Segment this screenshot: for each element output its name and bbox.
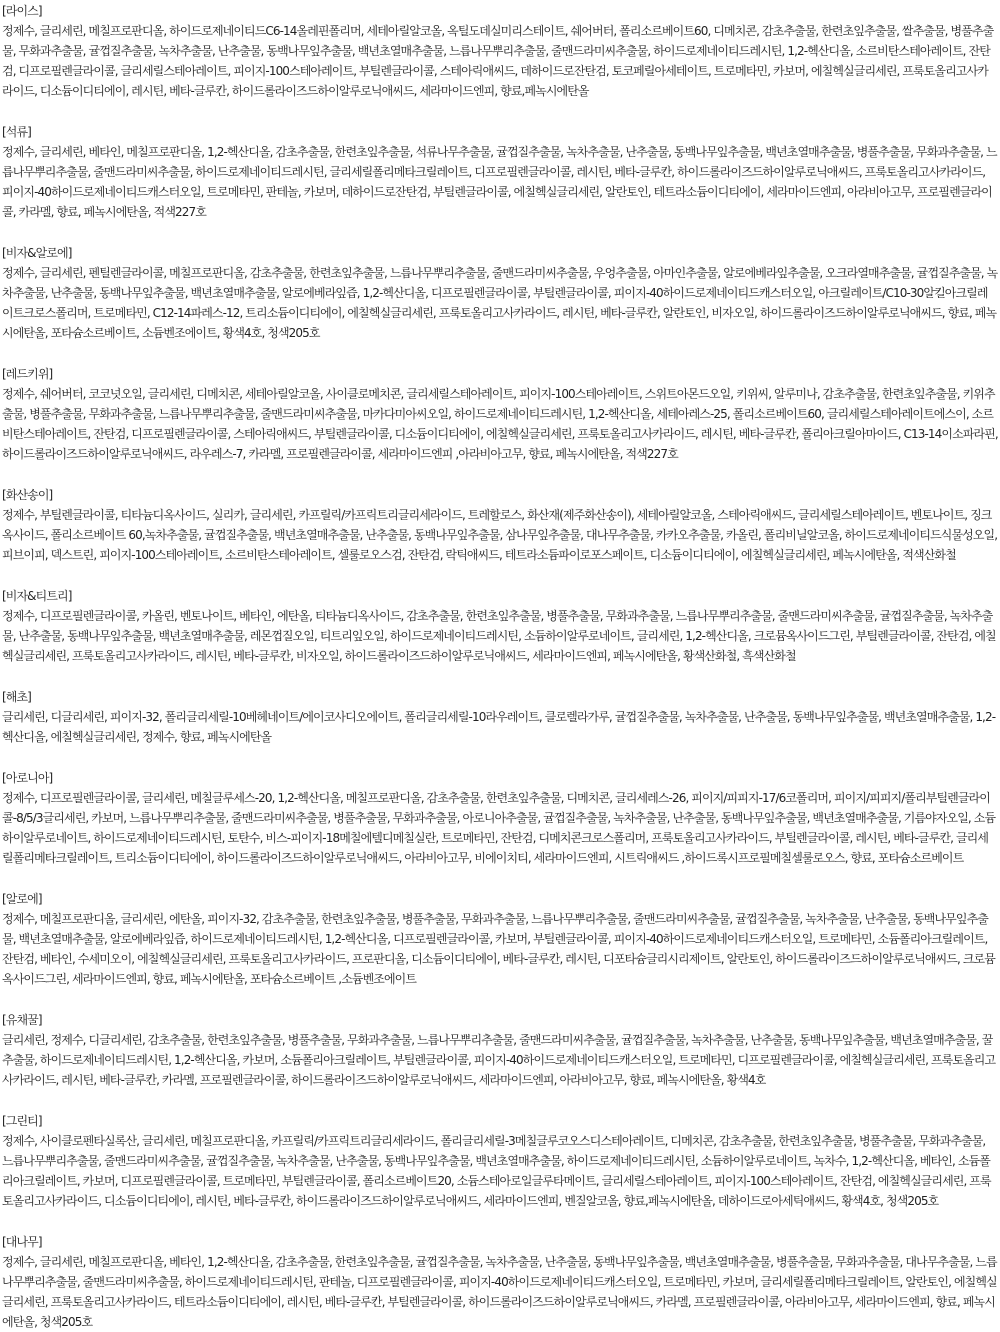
- ingredient-list: 정제수, 글리세린, 펜틸렌글라이콜, 메칠프로판디올, 감초추출물, 한련초잎추출물, 느릅나무뿌리추출물, 줄맨드라미씨추출물, 우엉추출물, 아마인추출물, 알로에베라잎추출물, 오크라열매추출물, 귤껍질추출물, 녹차추출물, 난추출물, 동백나무잎추출물, 백년초열매추출물, 알로에베라잎즙, 1,2-헥산디올, 디프로필렌글라이콜, 부틸렌글라이콜, 피이지-40하이드로제네이티드캐스터오일, 아크릴레이트/C10-30알킬아크릴레이트크로스폴리머, 트로메타민, C12-14파레스-12, 트리소듐이디티에이, 에칠헥실글리세린, 프룩토올리고사카라이드, 레시틴, 베타-글루칸, 알란토인, 비자오일, 하이드롤라이즈드하이알루로닉애씨드, 향료, 페녹시에탄올, 포타슘소르베이트, 소듐벤조에이트, 황색4호, 청색205호: [2, 266, 998, 340]
- section-bija-tea-tree: [2, 586, 998, 666]
- section-pomegranate: [2, 122, 998, 222]
- ingredient-list: 글리세린, 정제수, 디글리세린, 감초추출물, 한련초잎추출물, 병풀추출물, 무화과추출물, 느릅나무뿌리추출물, 줄맨드라미씨추출물, 귤껍질추출물, 녹차추출물, 난추출물, 동백나무잎추출물, 백년초열매추출물, 꿀추출물, 하이드로제네이티드레시틴, 1,2-헥산디올, 카보머, 소듐폴리아크릴레이트, 부틸렌글라이콜, 피이지-40하이드로제네이티드캐스터오일, 트로메타민, 디프로필렌글라이콜, 에칠헥실글리세린, 프룩토올리고사카라이드, 레시틴, 베타-글루칸, 카라멜, 프로필렌글라이콜, 하이드롤라이즈드하이알루로닉애씨드, 세라마이드엔피, 아라비아고무, 향료, 페녹시에탄올, 황색4호: [2, 1033, 996, 1087]
- section-title: [아로니아]: [2, 771, 53, 785]
- section-red-kiwi: [2, 364, 998, 464]
- section-green-tea: [2, 1111, 998, 1211]
- section-title: [석류]: [2, 125, 31, 139]
- section-title: [알로에]: [2, 892, 42, 906]
- section-title: [라이스]: [2, 4, 42, 18]
- section-bamboo: [2, 1232, 998, 1332]
- section-title: [비자&티트리]: [2, 589, 72, 603]
- ingredient-list: 정제수, 글리세린, 베타인, 메칠프로판디올, 1,2-헥산디올, 감초추출물, 한련초잎추출물, 석류나무추출물, 귤껍질추출물, 녹차추출물, 난추출물, 동백나무잎추출물, 백년초열매추출물, 병풀추출물, 무화과추출물, 느릅나무뿌리추출물, 줄맨드라미씨추출물, 하이드로제네이티드레시틴, 글리세릴폴리메타크릴레이트, 디프로필렌글라이콜, 레시틴, 베타-글루칸, 하이드롤라이즈드하이알루로닉애씨드, 프룩토올리고사카라이드, 피이지-40하이드로제네이티드캐스터오일, 트로메타민, 판테놀, 카보머, 데하이드로잔탄검, 부틸렌글라이콜, 에칠헥실글리세린, 알란토인, 테트라소듐이디티에이, 세라마이드엔피, 아라비아고무, 프로필렌글라이콜, 카라멜, 향료, 페녹시에탄올, 적색227호: [2, 145, 997, 219]
- section-seaweed: [2, 687, 998, 747]
- ingredient-list: 정제수, 사이클로펜타실록산, 글리세린, 메칠프로판디올, 카프릴릭/카프릭트리글리세라이드, 폴리글리세릴-3메칠글루코오스디스테아레이트, 디메치콘, 감초추출물, 한련초잎추출물, 병풀추출물, 무화과추출물, 느릅나무뿌리추출물, 줄맨드라미씨추출물, 귤껍질추출물, 녹차추출물, 난추출물, 동백나무잎추출물, 백년초열매추출물, 하이드로제네이티드레시틴, 소듐하이알루로네이트, 녹차수, 1,2-헥산디올, 베타인, 소듐폴리아크릴레이트, 카보머, 디프로필렌글라이콜, 트로메타민, 부틸렌글라이콜, 폴리소르베이트20, 소듐스테아로일글루타메이트, 글리세릴스테아레이트, 피이지-100스테아레이트, 잔탄검, 에칠헥실글리세린, 프룩토올리고사카라이드, 디소듐이디티에이, 레시틴, 베타-글루칸, 하이드롤라이즈드하이알루로닉애씨드, 세라마이드엔피, 벤질알코올, 향료,페녹시에탄올, 데하이드로아세틱애씨드, 황색4호, 청색205호: [2, 1134, 991, 1208]
- ingredient-list: 정제수, 글리세린, 메칠프로판디올, 하이드로제네이티드C6-14올레핀폴리머, 세테아릴알코올, 옥틸도데실미리스테이트, 쉐어버터, 폴리소르베이트60, 디메치콘, 감초추출물, 한련초잎추출물, 쌀추출물, 병풀추출물, 무화과추출물, 귤껍질추출물, 녹차추출물, 난추출물, 동백나무잎추출물, 백년초열매추출물, 느릅나무뿌리추출물, 줄맨드라미씨추출물, 하이드로제네이티드레시틴, 1,2-헥산디올, 소르비탄스테아레이트, 잔탄검, 디프로필렌글라이콜, 글리세릴스테아레이트, 피이지-100스테아레이트, 부틸렌글라이콜, 스테아릭애씨드, 데하이드로잔탄검, 토코페릴아세테이트, 트로메타민, 카보머, 에칠헥실글리세린, 프룩토올리고사카라이드, 디소듐이디티에이, 레시틴, 베타-글루칸, 하이드롤라이즈드하이알루로닉애씨드, 세라마이드엔피, 향료,페녹시에탄올: [2, 24, 994, 98]
- ingredient-list: 정제수, 디프로필렌글라이콜, 카올린, 벤토나이트, 베타인, 에탄올, 티타늄디옥사이드, 감초추출물, 한련초잎추출물, 병풀추출물, 무화과추출물, 느릅나무뿌리추출물, 줄맨드라미씨추출물, 귤껍질추출물, 녹차추출물, 난추출물, 동백나무잎추출물, 백년초열매추출물, 레몬껍질오일, 티트리잎오일, 하이드로제네이티드레시틴, 소듐하이알루로네이트, 글리세린, 1,2-헥산디올, 크로뮴옥사이드그린, 부틸렌글라이콜, 잔탄검, 에칠헥실글리세린, 프룩토올리고사카라이드, 레시틴, 베타-글루칸, 비자오일, 하이드롤라이즈드하이알루로닉애씨드, 세라마이드엔피, 페녹시에탄올, 황색산화철, 흑색산화철: [2, 609, 996, 663]
- section-volcanic-scoria: [2, 485, 998, 565]
- section-title: [그린티]: [2, 1114, 42, 1128]
- section-aloe: [2, 889, 998, 989]
- section-title: [레드키위]: [2, 367, 53, 381]
- section-title: [화산송이]: [2, 488, 53, 502]
- ingredient-list: 정제수, 디프로필렌글라이콜, 글리세린, 메칠글루세스-20, 1,2-헥산디올, 메칠프로판디올, 감초추출물, 한련초잎추출물, 디메치콘, 글리세레스-26, 피이지/피피지-17/6코폴리머, 피이지/피피지/폴리부틸렌글라이콜-8/5/3글리세린, 카보머, 느릅나무뿌리추출물, 줄맨드라미씨추출물, 병풀추출물, 무화과추출물, 아로니아추출물, 귤껍질추출물, 녹차추출물, 난추출물, 동백나무잎추출물, 백년초열매추출물, 기름야자오일, 소듐하이알루로네이트, 하이드로제네이티드레시틴, 토탄수, 비스-피이지-18메칠에텔디메칠실란, 트로메타민, 잔탄검, 디메치콘크로스폴리머, 프룩토올리고사카라이드, 부틸렌글라이콜, 레시틴, 베타-글루칸, 글리세릴폴리메타크릴레이트, 트리소듐이디티에이, 하이드롤라이즈드하이알루로닉애씨드, 아라비아고무, 비에이치티, 세라마이드엔피, 시트릭애씨드 ,하이드록시프로필메칠셀룰로오스, 향료, 포타슘소르베이트: [2, 791, 996, 865]
- section-title: [해초]: [2, 690, 31, 704]
- section-canola-honey: [2, 1010, 998, 1090]
- ingredient-list: 정제수, 메칠프로판디올, 글리세린, 에탄올, 피이지-32, 감초추출물, 한련초잎추출물, 병풀추출물, 무화과추출물, 느릅나무뿌리추출물, 줄맨드라미씨추출물, 귤껍질추출물, 녹차추출물, 난추출물, 동백나무잎추출물, 백년초열매추출물, 알로에베라잎즙, 하이드로제네이티드레시틴, 1,2-헥산디올, 디프로필렌글라이콜, 카보머, 부틸렌글라이콜, 피이지-40하이드로제네이티드캐스터오일, 트로메타민, 소듐폴리아크릴레이트, 잔탄검, 베타인, 수세미오이, 에칠헥실글리세린, 프룩토올리고사카라이드, 프로판디올, 디소듐이디티에이, 베타-글루칸, 레시틴, 디포타슘글리시리제이트, 알란토인, 하이드롤라이즈드하이알루로닉애씨드, 크로뮴옥사이드그린, 세라마이드엔피, 향료, 페녹시에탄올, 포타슘소르베이트 ,소듐벤조에이트: [2, 912, 995, 986]
- section-title: [비자&알로에]: [2, 246, 72, 260]
- section-rice: [2, 1, 998, 101]
- ingredient-list: 글리세린, 디글리세린, 피이지-32, 폴리글리세릴-10베헤네이트/에이코사디오에이트, 폴리글리세릴-10라우레이트, 클로렐라가루, 귤껍질추출물, 녹차추출물, 난추출물, 동백나무잎추출물, 백년초열매추출물, 1,2-헥산디올, 에칠헥실글리세린, 정제수, 향료, 페녹시에탄올: [2, 710, 996, 744]
- section-title: [유채꿀]: [2, 1013, 42, 1027]
- section-aronia: [2, 768, 998, 868]
- section-bija-aloe: [2, 243, 998, 343]
- section-title: [대나무]: [2, 1235, 42, 1249]
- ingredient-list: 정제수, 쉐어버터, 코코넛오일, 글리세린, 디메치콘, 세테아릴알코올, 사이클로메치콘, 글리세릴스테아레이트, 피이지-100스테아레이트, 스위트아몬드오일, 키위씨, 알루미나, 감초추출물, 한련초잎추출물, 키위추출물, 병풀추출물, 무화과추출물, 느릅나무뿌리추출물, 줄맨드라미씨추출물, 마카다미아씨오일, 하이드로제네이티드레시틴, 1,2-헥산디올, 세테아레스-25, 폴리소르베이트60, 글리세릴스테아레이트에스이, 소르비탄스테아레이트, 잔탄검, 디프로필렌글라이콜, 스테아릭애씨드, 부틸렌글라이콜, 디소듐이디티에이, 에칠헥실글리세린, 프룩토올리고사카라이드, 레시틴, 베타-글루칸, 폴리아크릴아마이드, C13-14이소파라핀, 하이드롤라이즈드하이알루로닉애씨드, 라우레스-7, 카라멜, 프로필렌글라이콜, 세라마이드엔피 ,아라비아고무, 향료, 페녹시에탄올, 적색227호: [2, 387, 998, 461]
- ingredient-list: 정제수, 부틸렌글라이콜, 티타늄디옥사이드, 실리카, 글리세린, 카프릴릭/카프릭트리글리세라이드, 트레할로스, 화산재(제주화산송이), 세테아릴알코올, 스테아릭애씨드, 글리세릴스테아레이트, 벤토나이트, 징크옥사이드, 폴리소르베이트 60,녹차추출물, 귤껍질추출물, 백년초열매추출물, 난추출물, 동백나무잎추출물, 삼나무잎추출물, 대나무추출물, 카카오추출물, 카올린, 폴리비닐알코올, 하이드로제네이티드식물성오일, 피브이피, 덱스트린, 피이지-100스테아레이트, 소르비탄스테아레이트, 셀룰로오스검, 잔탄검, 락틱애씨드, 테트라소듐파이로포스페이트, 디소듐이디티에이, 에칠헥실글리세린, 페녹시에탄올, 적색산화철: [2, 508, 998, 562]
- ingredient-list: 정제수, 글리세린, 메칠프로판디올, 베타인, 1,2-헥산디올, 감초추출물, 한련초잎추출물, 귤껍질추출물, 녹차추출물, 난추출물, 동백나무잎추출물, 백년초열매추출물, 병풀추출물, 무화과추출물, 대나무추출물, 느릅나무뿌리추출물, 줄맨드라미씨추출물, 하이드로제네이티드레시틴, 판테놀, 디프로필렌글라이콜, 피이지-40하이드로제네이티드캐스터오일, 트로메타민, 카보머, 글리세릴폴리메타크릴레이트, 알란토인, 에칠헥실글리세린, 프룩토올리고사카라이드, 테트라소듐이디티에이, 레시틴, 베타-글루칸, 부틸렌글라이콜, 하이드롤라이즈드하이알루로닉애씨드, 카라멜, 프로필렌글라이콜, 아라비아고무, 세라마이드엔피, 향료, 페녹시에탄올, 청색205호: [2, 1255, 997, 1329]
